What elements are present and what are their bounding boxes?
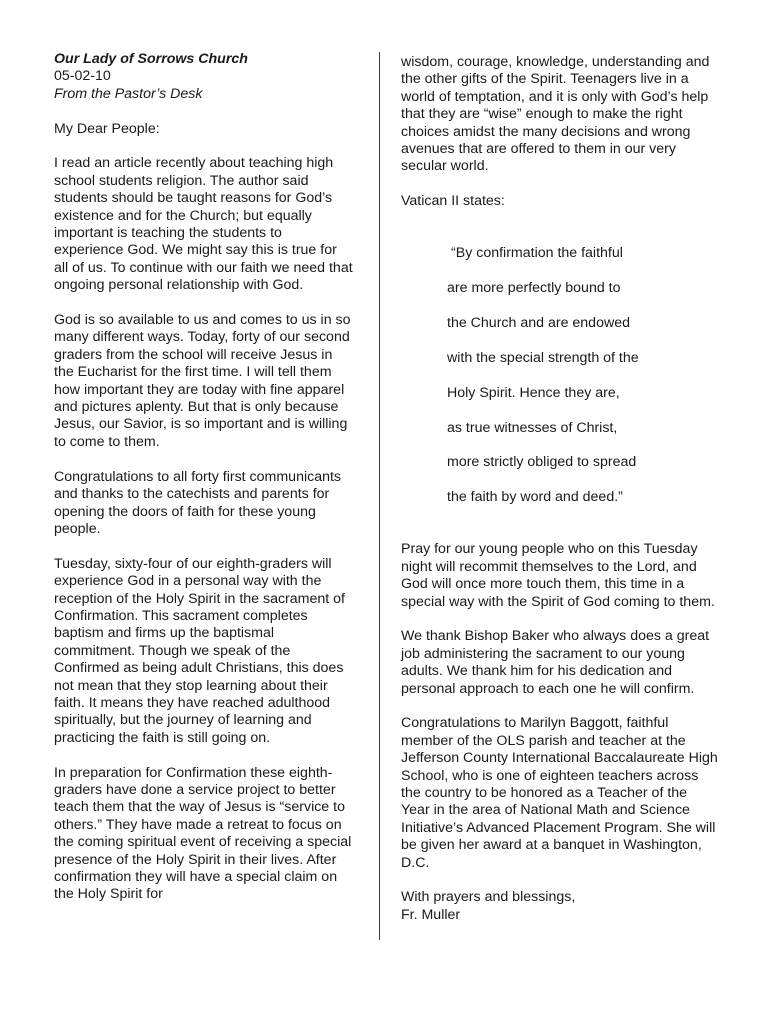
salutation: My Dear People: bbox=[54, 120, 160, 137]
signature: Fr. Muller bbox=[401, 906, 461, 923]
paragraph-6: Pray for our young people who on this Tuesday night will recommit themselves to the Lord, and God will once more touch them, this time in a special way with the Spirit of God coming to them. bbox=[401, 541, 715, 610]
closing: With prayers and blessings, bbox=[401, 889, 576, 906]
quote-line: are more perfectly bound to bbox=[447, 280, 621, 297]
quote-intro: Vatican II states: bbox=[401, 193, 505, 210]
letter-header bbox=[54, 51, 354, 103]
paragraph-1: I read an article recently about teaching high school students religion. The author said students should be taught reasons for God’s existence and for the Church; but equally important is teaching the students to experience God. We might say this is true for all of us. To continue with our faith we need that ongoing personal relationship with God. bbox=[54, 155, 353, 294]
paragraph-3: Congratulations to all forty first communicants and thanks to the catechists and parents for opening the doors of faith for these young people. bbox=[54, 468, 342, 537]
quote-line: the faith by word and deed.” bbox=[447, 489, 623, 506]
paragraph-2: God is so available to us and comes to us in so many different ways. Today, forty of our second graders from the school will receive Jesus in the Eucharist for the first time. I will tell them how important they are today with fine apparel and pictures aplenty. But that is only because Jesus, our Savior, is so important and is willing to come to them. bbox=[54, 312, 351, 450]
quote-line: more strictly obliged to spread bbox=[447, 454, 637, 471]
paragraph-4: Tuesday, sixty-four of our eighth-graders will experience God in a personal way with the reception of the Holy Spirit in the sacrament of Confirmation. This sacrament completes baptism and firms up the baptismal commitment. Though we speak of the Confirmed as being adult Christians, this does not mean that they stop learning about their faith. It means they have reached adulthood spiritually, but the journey of learning and practicing the faith is still going on. bbox=[54, 555, 345, 746]
column-divider bbox=[379, 52, 380, 940]
letter-date: 05-02-10 bbox=[54, 68, 111, 85]
quote-line: Holy Spirit. Hence they are, bbox=[447, 384, 620, 401]
quote-line: with the special strength of the bbox=[447, 349, 639, 366]
left-column bbox=[54, 51, 354, 921]
quote-line: “By confirmation the faithful bbox=[451, 245, 623, 262]
column-title: From the Pastor’s Desk bbox=[54, 85, 203, 102]
paragraph-7: We thank Bishop Baker who always does a great job administering the sacrament to our young adults. We thank him for his dedication and personal approach to each one he will confirm. bbox=[401, 628, 710, 697]
quote-line: the Church and are endowed bbox=[447, 315, 630, 332]
church-name: Our Lady of Sorrows Church bbox=[54, 51, 248, 67]
vatican-quote bbox=[447, 228, 719, 524]
paragraph-5: In preparation for Confirmation these eighth-graders have done a service project to better teach them that the way of Jesus is “service to others.” They have made a retreat to focus on the coming spiritual event of receiving a special presence of the Holy Spirit in their lives. After confirmation they will have a special claim on the Holy Spirit for bbox=[54, 764, 352, 903]
paragraph-5-continued: wisdom, courage, knowledge, understanding and the other gifts of the Spirit. Teenagers live in a world of temptation, and it is only with God’s help that they are “wise” enough to make the right choices amidst the many decisions and wrong avenues that are offered to them in our very secular world. bbox=[401, 54, 710, 175]
quote-line: as true witnesses of Christ, bbox=[447, 419, 618, 436]
paragraph-8: Congratulations to Marilyn Baggott, faithful member of the OLS parish and teacher at the Jefferson County International Baccalaureate High School, who is one of eighteen teachers across the country to be honored as a Teacher of the Year in the area of National Math and Science Initiative’s Advanced Placement Program. She will be given her award at a banquet in Washington, D.C. bbox=[401, 715, 718, 871]
right-column bbox=[401, 54, 719, 924]
